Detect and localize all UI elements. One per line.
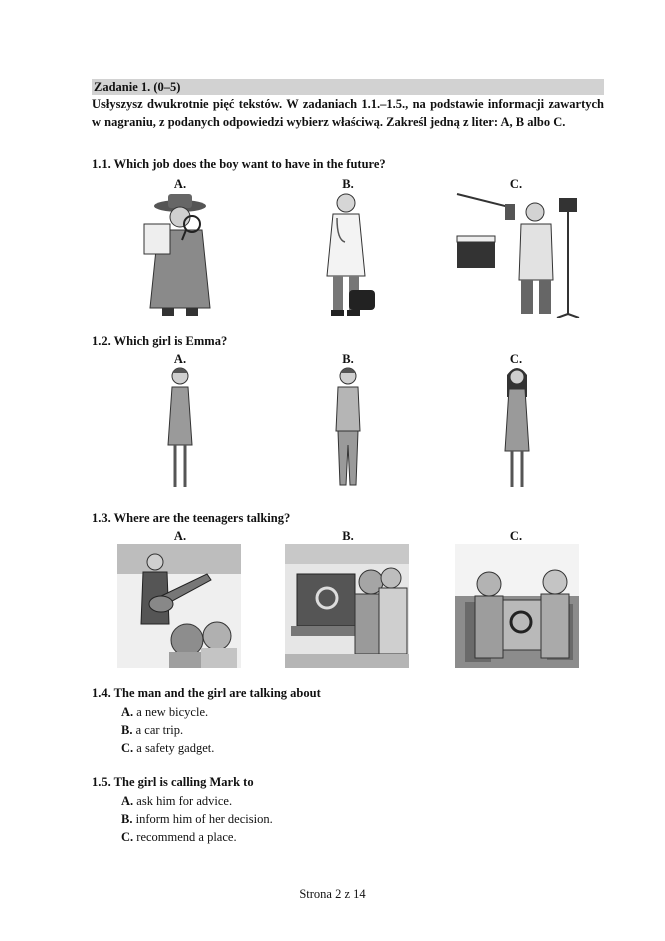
answer-text: a safety gadget. <box>133 741 215 755</box>
answer-text: recommend a place. <box>133 830 237 844</box>
answer-letter: C. <box>121 830 134 844</box>
answer-b <box>121 723 183 738</box>
task-instructions: Usłyszysz dwukrotnie pięć tekstów. W zadaniach 1.1.–1.5., na podstawie informacji zawartych w nagraniu, z podanych odpowiedzi wybierz właściwą. Zakreśl jedną z liter: A, B albo C. <box>92 97 604 129</box>
answer-text: inform him of her decision. <box>132 812 273 826</box>
question-1-5-title: 1.5. The girl is calling Mark to <box>92 775 254 789</box>
computer-shop-illustration <box>285 544 409 668</box>
option-c-label: C. <box>509 352 523 366</box>
option-c-label: C. <box>509 529 523 543</box>
answer-c <box>121 830 237 845</box>
answer-a <box>121 705 208 720</box>
answer-letter: B. <box>121 723 133 737</box>
answer-text: ask him for advice. <box>133 794 233 808</box>
answer-c <box>121 741 214 756</box>
option-b-label: B. <box>342 177 354 191</box>
doctor-illustration <box>313 190 383 318</box>
option-b-label: B. <box>342 352 354 366</box>
answer-b <box>121 812 273 827</box>
option-a-label: A. <box>173 177 187 191</box>
girl-in-dress-long-hair-illustration <box>497 365 537 493</box>
task-header: Zadanie 1. (0–5) <box>92 79 604 95</box>
question-1-2-title: 1.2. Which girl is Emma? <box>92 334 228 348</box>
answer-text: a new bicycle. <box>133 705 209 719</box>
answer-a <box>121 794 232 809</box>
detective-illustration <box>128 190 232 318</box>
concert-illustration <box>117 544 241 668</box>
answer-letter: C. <box>121 741 134 755</box>
shop-window-illustration <box>455 544 579 668</box>
answer-letter: B. <box>121 812 133 826</box>
option-c-label: C. <box>509 177 523 191</box>
page-footer: Strona 2 z 14 <box>299 887 366 901</box>
question-1-3-title: 1.3. Where are the teenagers talking? <box>92 511 291 525</box>
option-a-label: A. <box>173 352 187 366</box>
girl-in-tracksuit-illustration <box>328 365 368 493</box>
answer-text: a car trip. <box>132 723 184 737</box>
question-1-1-title: 1.1. Which job does the boy want to have in the future? <box>92 157 386 171</box>
answer-letter: A. <box>121 794 134 808</box>
question-1-4-title: 1.4. The man and the girl are talking about <box>92 686 321 700</box>
option-a-label: A. <box>173 529 187 543</box>
answer-letter: A. <box>121 705 134 719</box>
film-set-illustration <box>453 190 581 318</box>
option-b-label: B. <box>342 529 354 543</box>
girl-in-dress-short-hair-illustration <box>160 365 200 493</box>
